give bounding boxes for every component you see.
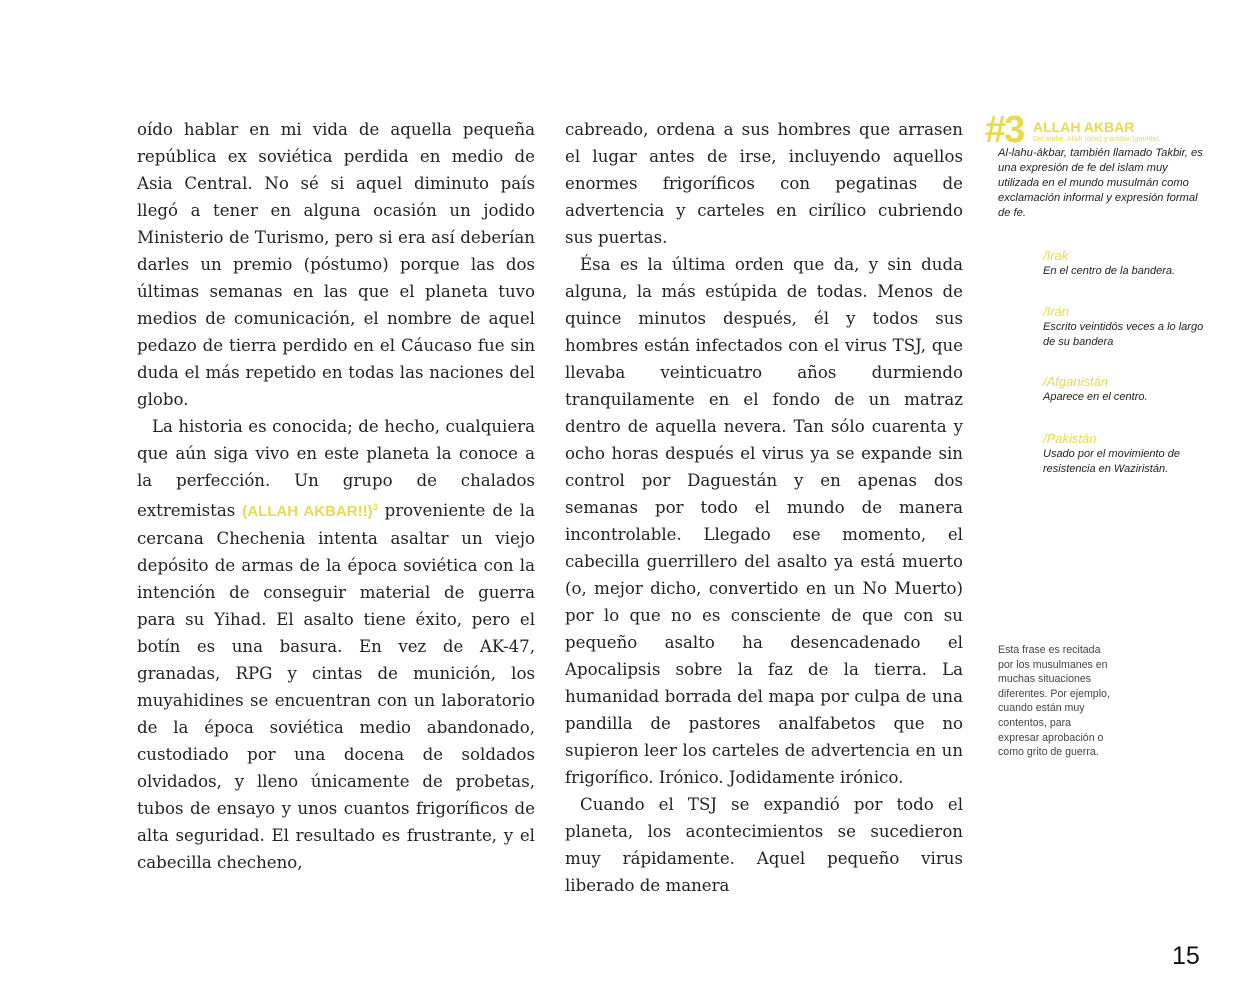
country-name: /Pakistán: [1043, 431, 1097, 446]
body-column-left: [137, 116, 535, 876]
country-description: En el centro de la bandera.: [1043, 265, 1176, 277]
paragraph-text: La historia es conocida; de hecho, cualquiera que aún siga vivo en este planeta la conoce a la perfección. Un grupo de chalados extremistas: [137, 417, 535, 520]
paragraph: Cuando el TSJ se expandió por todo el planeta, los acontecimientos se sucedieron muy rápidamente. Aquel pequeño virus liberado de manera: [565, 795, 963, 895]
highlight-text: (ALLAH AKBAR!!): [242, 503, 373, 520]
page-number: 15: [1172, 942, 1200, 970]
paragraph: Ésa es la última orden que da, y sin duda alguna, la más estúpida de todas. Menos de quince minutos después, él y todos sus hombres están infectados con el virus TSJ, que llevaba veinticuatro años durmiendo tranquilamente en el fondo de un matraz dentro de aquella nevera. Tan sólo cuarenta y ocho horas después el virus ya se expande sin control por Daguestán y en apenas dos semanas por todo el mundo de manera incontrolable. Llegado ese momento, el cabecilla guerrillero del asalto ya está muerto (o, mejor dicho, convertido en un No Muerto) por lo que no es consciente de que con su pequeño asalto ha desencadenado el Apocalipsis sobre la faz de la tierra. La humanidad borrada del mapa por culpa de una pandilla de pastores analfabetos que no supieron leer los carteles de advertencia en un frigorífico. Irónico. Jodidamente irónico.: [565, 255, 963, 787]
body-column-right: [565, 116, 963, 899]
country-description: Aparece en el centro.: [1043, 391, 1148, 403]
country-description: Escrito veintidós veces a lo largo de su bandera: [1043, 321, 1204, 348]
side-note: Esta frase es recitada por los musulmanes en muchas situaciones diferentes. Por ejemplo, cuando están muy contentos, para expresar aprobación o como grito de guerra.: [998, 644, 1110, 759]
country-name: /Irán: [1043, 304, 1070, 319]
paragraph: oído hablar en mi vida de aquella pequeña república ex soviética perdida en medio de Asia Central. No sé si aquel diminuto país llegó a tener en alguna ocasión un jodido Ministerio de Turismo, pero si era así deberían darles un premio (póstumo) porque las dos últimas semanas en las que el planeta tuvo medios de comunicación, el nombre de aquel pedazo de tierra perdido en el Cáucaso fue sin duda el más repetido en todas las naciones del globo.: [137, 120, 535, 409]
paragraph: [137, 413, 535, 876]
sidebar-description: Al-lahu-ákbar, también llamado Takbir, es una expresión de fe del islam muy utilizada en el mundo musulmán como exclamación informal y expresión formal de fe.: [998, 147, 1203, 219]
paragraph: cabreado, ordena a sus hombres que arrasen el lugar antes de irse, incluyendo aquellos enormes frigoríficos con pegatinas de advertencia y carteles en cirílico cubriendo sus puertas.: [565, 120, 963, 247]
footnote-highlight: [242, 503, 377, 520]
country-name: /Irak: [1043, 248, 1069, 263]
country-entry-iran: [1043, 303, 1213, 349]
country-description: Usado por el movimiento de resistencia en Waziristán.: [1043, 448, 1180, 475]
sidebar-subtitle: Del árabe. Allah (dios) y ackbar (grande).: [1033, 136, 1161, 143]
sidebar-number: #3: [985, 109, 1024, 151]
sidebar-title: ALLAH AKBAR: [1033, 119, 1135, 135]
country-entry-afganistan: [1043, 373, 1213, 405]
country-entry-pakistan: [1043, 430, 1213, 476]
paragraph-text: proveniente de la cercana Chechenia intenta asaltar un viejo depósito de armas de la época soviética con la intención de conseguir material de guerra para su Yihad. El asalto tiene éxito, pero el botín es una basura. En vez de AK-47, granadas, RPG y cintas de munición, los muyahidines se encuentran con un laboratorio de la época soviética medio abandonado, custodiado por una docena de soldados olvidados, y lleno únicamente de probetas, tubos de ensayo y unos cuantos frigoríficos de alta seguridad. El resultado es frustrante, y el cabecilla checheno,: [137, 501, 536, 872]
country-name: /Afganistán: [1043, 374, 1109, 389]
sidebar-header: [985, 109, 1225, 151]
country-entry-irak: [1043, 247, 1213, 279]
footnote-marker: 3: [372, 502, 378, 512]
